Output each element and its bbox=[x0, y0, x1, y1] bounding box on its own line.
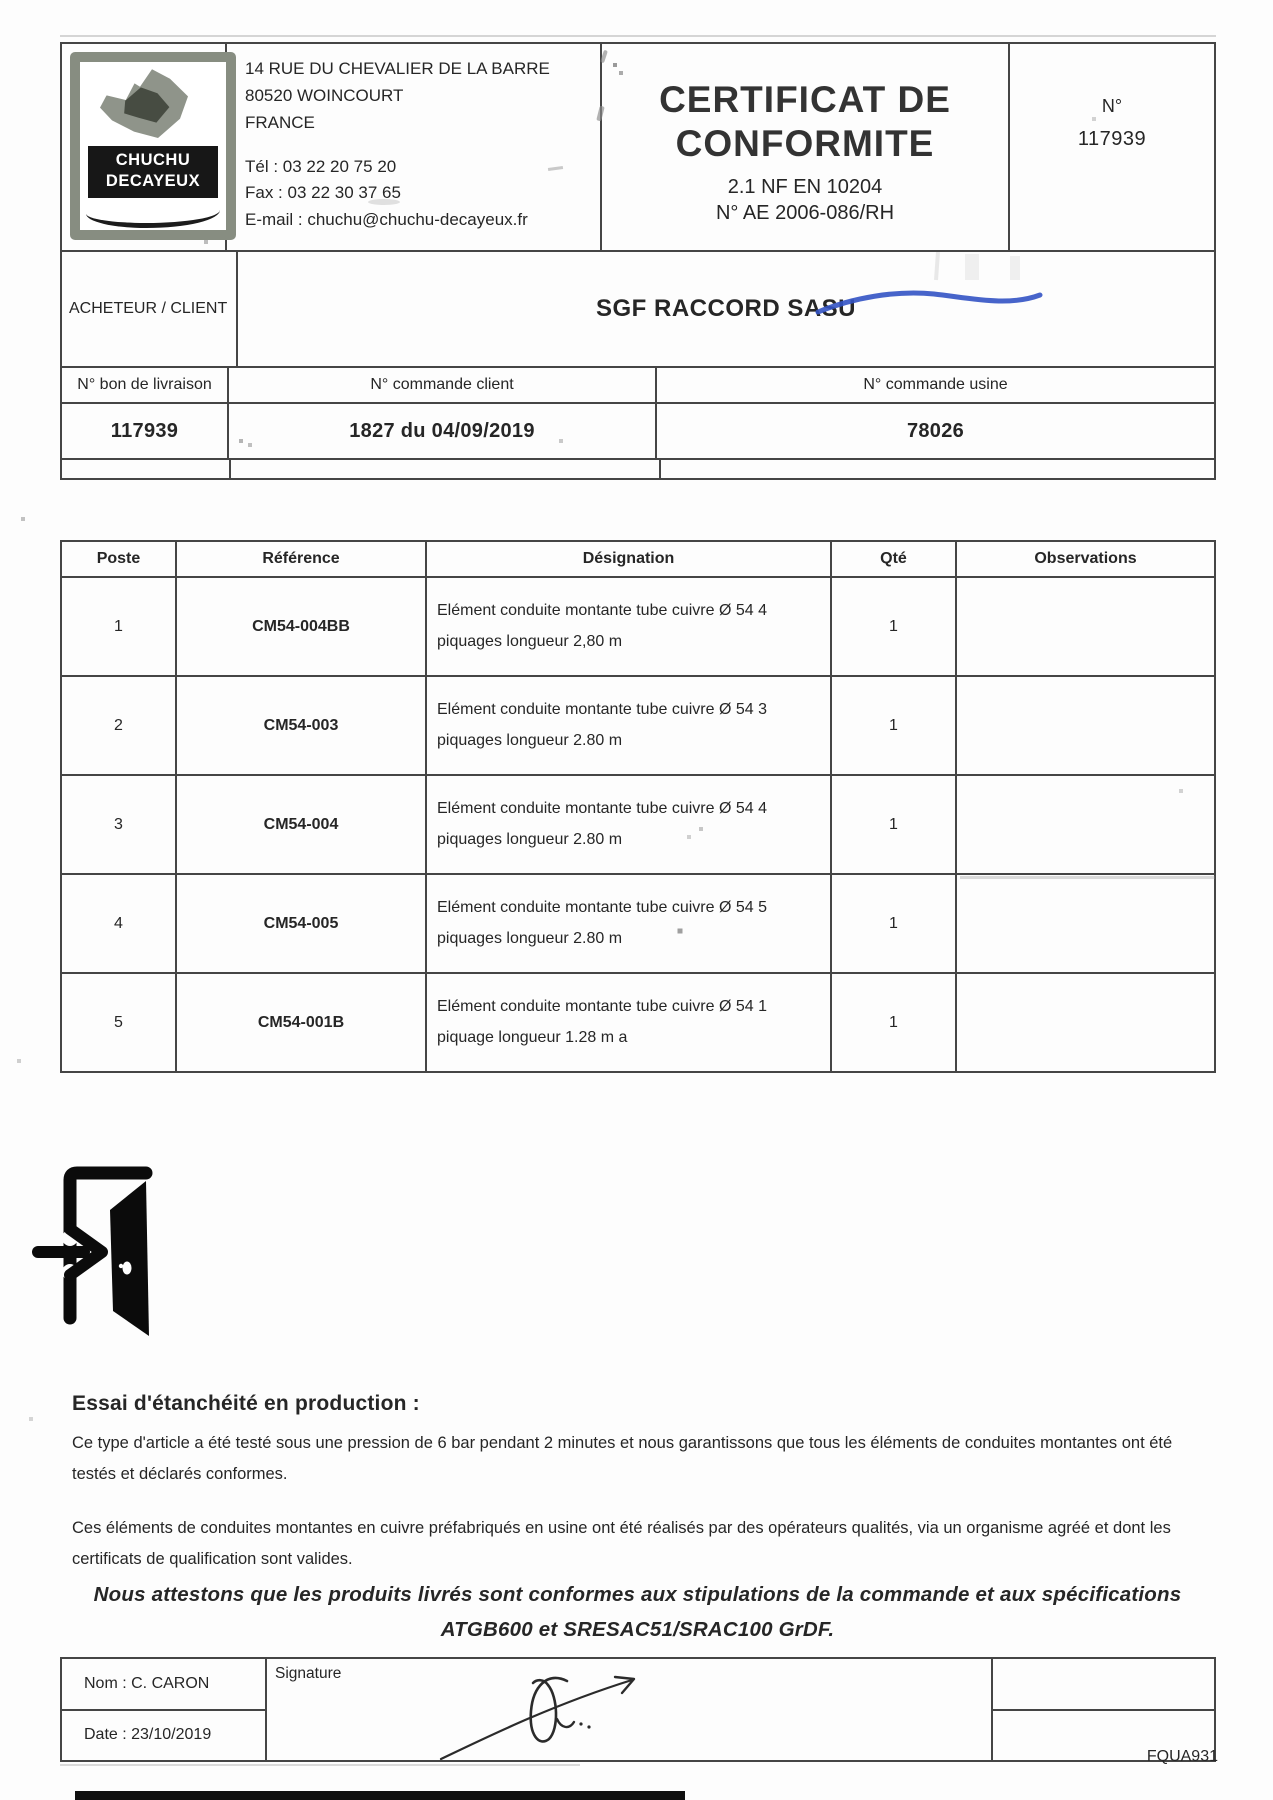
table-row bbox=[62, 774, 1214, 873]
supplier-address-block bbox=[225, 44, 600, 250]
items-header-row bbox=[62, 542, 1214, 576]
client-label: ACHETEUR / CLIENT bbox=[62, 252, 238, 366]
door-entry-icon bbox=[28, 1148, 168, 1340]
certificate-title-line2: CONFORMITE bbox=[675, 123, 935, 165]
client-name: SGF RACCORD SASU bbox=[595, 295, 856, 322]
supplier-address-line1: 14 RUE DU CHEVALIER DE LA BARRE bbox=[245, 59, 550, 78]
delivery-note-label: N° bon de livraison bbox=[62, 368, 229, 402]
company-logo bbox=[70, 52, 236, 240]
logo-cell bbox=[62, 44, 225, 250]
delivery-note-value: 117939 bbox=[62, 404, 229, 458]
leak-test-paragraph2: Ces éléments de conduites montantes en cuivre préfabriqués en usine ont été réalisés par des opérateurs qualités, via un organisme agréé et dont les certificats de qualification sont valides. bbox=[72, 1519, 1171, 1568]
order-empty-row bbox=[60, 460, 1216, 480]
certificate-title-line1: CERTIFICAT DE bbox=[659, 79, 951, 120]
signature-cell bbox=[267, 1659, 991, 1760]
leak-test-paragraph1: Ce type d'article a été testé sous une pression de 6 bar pendant 2 minutes et nous garantissons que tous les éléments de conduites montantes ont été testés et déclarés conformes. bbox=[72, 1434, 1173, 1483]
scan-speckles bbox=[0, 0, 2, 2]
item-poste: 3 bbox=[114, 815, 123, 833]
header-designation: Désignation bbox=[425, 542, 830, 576]
item-designation: Elément conduite montante tube cuivre Ø 54 4 piquages longueur 2,80 m bbox=[425, 578, 830, 675]
leak-test-heading: Essai d'étanchéité en production : bbox=[72, 1392, 420, 1415]
item-observations bbox=[955, 578, 1214, 675]
client-order-value: 1827 du 04/09/2019 bbox=[229, 404, 657, 458]
blue-pen-mark bbox=[812, 282, 1047, 320]
supplier-address-line3: FRANCE bbox=[245, 112, 315, 132]
scan-artifact-bottom-bar bbox=[75, 1791, 685, 1800]
item-designation: Elément conduite montante tube cuivre Ø 54 3 piquages longueur 2.80 m bbox=[425, 677, 830, 774]
header-poste: Poste bbox=[96, 550, 141, 567]
form-code: FQUA931 bbox=[1146, 1748, 1218, 1765]
signature-date: Date : 23/10/2019 bbox=[84, 1726, 212, 1744]
item-observations bbox=[955, 974, 1214, 1071]
leak-test-section bbox=[72, 1392, 1212, 1598]
scan-artifact bbox=[960, 876, 1215, 879]
items-table bbox=[60, 540, 1216, 1073]
order-values-row bbox=[60, 404, 1216, 460]
certificate-standard: 2.1 NF EN 10204 bbox=[727, 175, 883, 198]
client-order-label: N° commande client bbox=[229, 368, 657, 402]
signature-label: Signature bbox=[275, 1665, 342, 1682]
table-row bbox=[62, 576, 1214, 675]
header-table bbox=[60, 42, 1216, 252]
certificate-number-value: 117939 bbox=[1077, 128, 1147, 150]
item-qty: 1 bbox=[830, 578, 955, 675]
scan-artifact-bottom-line bbox=[60, 1764, 580, 1766]
logo-swoosh bbox=[86, 209, 220, 228]
signature-right-column bbox=[991, 1659, 1214, 1760]
order-labels-row bbox=[60, 368, 1216, 404]
item-reference: CM54-003 bbox=[175, 677, 425, 774]
scan-artifact bbox=[1010, 256, 1020, 280]
logo-wordmark bbox=[88, 146, 218, 198]
item-poste: 4 bbox=[114, 914, 123, 932]
scan-artifact-top-line bbox=[60, 35, 1216, 37]
signer-name: Nom : C. CARON bbox=[62, 1659, 265, 1711]
attestation-statement: Nous attestons que les produits livrés sont conformes aux stipulations de la commande et aux spécifications ATGB600 et SRESAC51/SRAC100 GrDF. bbox=[93, 1583, 1182, 1641]
item-poste: 5 bbox=[114, 1013, 123, 1031]
item-qty: 1 bbox=[830, 776, 955, 873]
factory-order-value: 78026 bbox=[906, 419, 965, 442]
item-observations bbox=[955, 776, 1214, 873]
certificate-title-block bbox=[600, 44, 1008, 250]
item-designation: Elément conduite montante tube cuivre Ø 54 5 piquages longueur 2.80 m bbox=[425, 875, 830, 972]
table-row bbox=[62, 873, 1214, 972]
item-reference: CM54-004BB bbox=[175, 578, 425, 675]
logo-wordmark-line2: DECAYEUX bbox=[105, 171, 201, 190]
certificate-number-label: N° bbox=[1101, 96, 1123, 116]
supplier-tel: Tél : 03 22 20 75 20 bbox=[245, 156, 397, 176]
item-qty: 1 bbox=[830, 974, 955, 1071]
table-row bbox=[62, 675, 1214, 774]
item-designation: Elément conduite montante tube cuivre Ø 54 1 piquage longueur 1.28 m a bbox=[425, 974, 830, 1071]
item-qty: 1 bbox=[830, 875, 955, 972]
supplier-address-line2: 80520 WOINCOURT bbox=[245, 85, 404, 105]
signature-table bbox=[60, 1657, 1216, 1762]
item-observations bbox=[955, 875, 1214, 972]
logo-wordmark-line1: CHUCHU bbox=[115, 151, 191, 169]
header-observations: Observations bbox=[955, 542, 1214, 576]
signature-left-column bbox=[62, 1659, 267, 1760]
item-reference: CM54-001B bbox=[175, 974, 425, 1071]
item-reference: CM54-005 bbox=[175, 875, 425, 972]
item-qty: 1 bbox=[830, 677, 955, 774]
factory-order-label: N° commande usine bbox=[863, 376, 1008, 393]
header-qty: Qté bbox=[830, 542, 955, 576]
item-reference: CM54-004 bbox=[175, 776, 425, 873]
certificate-approval-number: N° AE 2006-086/RH bbox=[715, 201, 895, 224]
item-designation: Elément conduite montante tube cuivre Ø 54 4 piquages longueur 2.80 m bbox=[425, 776, 830, 873]
supplier-email: E-mail : chuchu@chuchu-decayeux.fr bbox=[245, 210, 528, 230]
scan-artifact bbox=[368, 199, 400, 205]
handwritten-signature bbox=[427, 1667, 677, 1762]
header-reference: Référence bbox=[175, 542, 425, 576]
item-poste: 2 bbox=[114, 716, 123, 734]
supplier-fax: Fax : 03 22 30 37 65 bbox=[245, 183, 401, 203]
item-poste: 1 bbox=[114, 617, 123, 635]
certificate-number-cell bbox=[1008, 44, 1214, 250]
item-observations bbox=[955, 677, 1214, 774]
scan-artifact bbox=[965, 254, 979, 280]
table-row bbox=[62, 972, 1214, 1071]
